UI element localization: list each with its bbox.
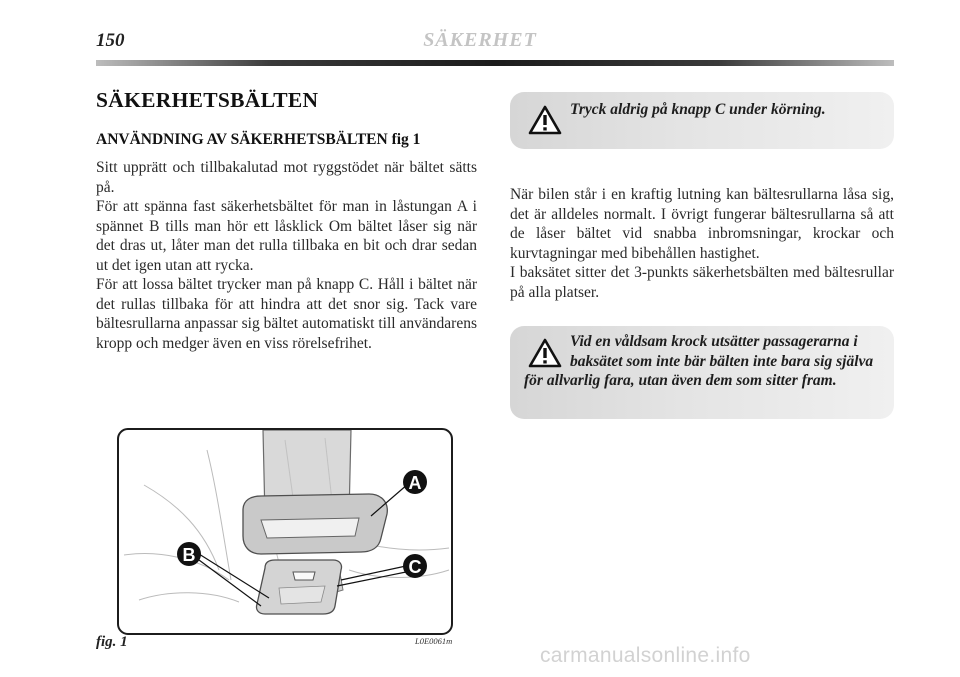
- right-body-text: [510, 185, 894, 302]
- figure-code: L0E0061m: [415, 636, 453, 646]
- watermark: carmanualsonline.info: [540, 644, 751, 667]
- page-number: 150: [96, 30, 125, 51]
- warning-text: Vid en våldsam krock utsätter passagerarna i baksätet som inte bär bälten inte bara sig själva för allvarlig fara, utan även dem som sitter fram.: [524, 333, 874, 389]
- figure-1-seatbelt-illustration: [117, 428, 453, 635]
- warning-triangle-icon: [528, 105, 562, 135]
- header-rule: [96, 60, 894, 66]
- warning-box-button-c: [510, 92, 894, 149]
- callout-c-label: C: [408, 557, 422, 577]
- left-body-text: [96, 158, 477, 353]
- body-paragraph: När bilen står i en kraftig lutning kan bältesrullarna låsa sig, det är alldeles normalt. I övrigt fungerar bältesrullarna så att de låser bältet vid snabba inbromsningar, krockar och kurvtagningar med bibehållen hastighet.: [510, 186, 894, 262]
- warning-text: Tryck aldrig på knapp C under körning.: [570, 101, 826, 118]
- callout-b-label: B: [182, 545, 196, 565]
- body-paragraph: För att spänna fast säkerhetsbältet för man in låstungan A i spännet B tills man hör ett låsklick Om bältet låser sig när det dras ut, låter man det rulla tillbaka en bit och drar sedan ut det igen utan att rycka.: [96, 198, 477, 274]
- callout-a-label: A: [408, 473, 422, 493]
- body-paragraph: I baksätet sitter det 3-punkts säkerhetsbälten med bältesrullar på alla platser.: [510, 264, 894, 301]
- running-header: SÄKERHET: [423, 29, 537, 51]
- seatbelt-drawing: [119, 430, 451, 633]
- body-paragraph: För att lossa bältet trycker man på knapp C. Håll i bältet när det rullas tillbaka för att hindra att det snor sig. Tack vare bältesrullarna anpassar sig bältet automatiskt till användarens kropp och medger även en viss rörelsefrihet.: [96, 276, 477, 352]
- warning-box-rear-passengers: [510, 326, 894, 419]
- subsection-title: ANVÄNDNING AV SÄKERHETSBÄLTEN fig 1: [96, 131, 421, 148]
- body-paragraph: Sitt upprätt och tillbakalutad mot ryggstödet när bältet sätts på.: [96, 159, 477, 196]
- section-title: SÄKERHETSBÄLTEN: [96, 88, 319, 112]
- figure-label: fig. 1: [96, 634, 128, 650]
